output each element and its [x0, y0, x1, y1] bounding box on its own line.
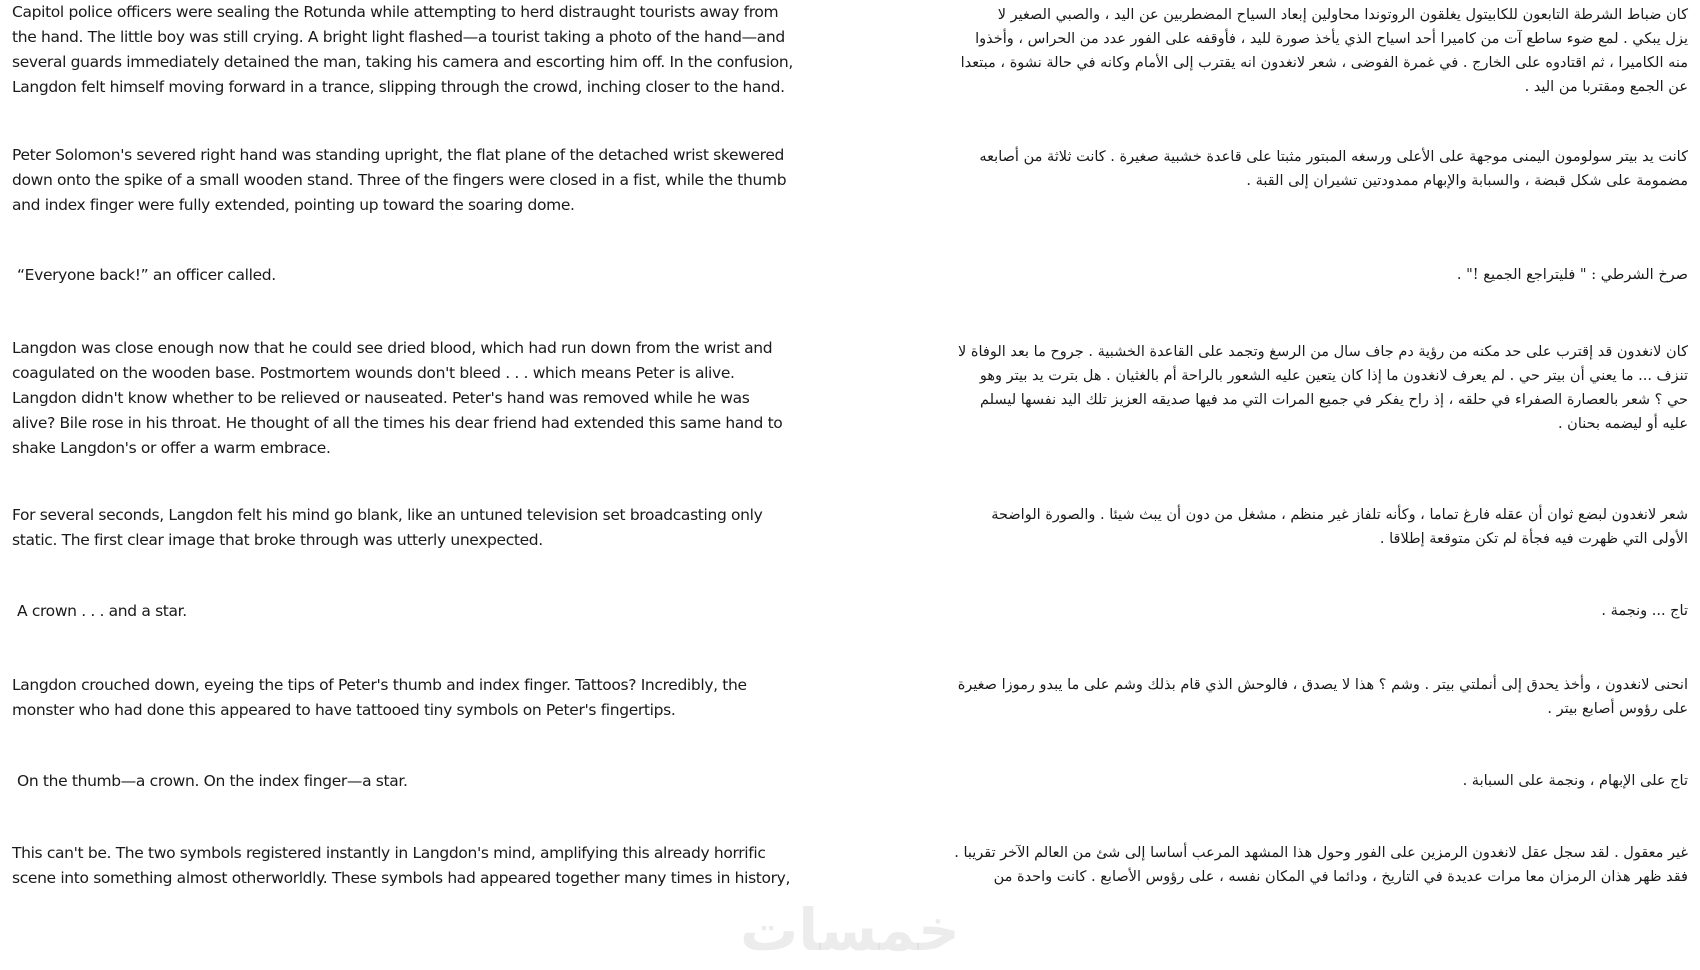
- english-paragraph: A crown . . . and a star.: [17, 602, 187, 620]
- english-paragraph: Peter Solomon's severed right hand was standing upright, the flat plane of the detached wrist skewered down onto the spike of a small wooden stand. Three of the fingers were closed in a fist, while the thumb and index finger were fully extended, pointing up toward the soaring dome.: [12, 146, 787, 214]
- arabic-paragraph: انحنى لانغدون ، وأخذ يحدق إلى أنملتي بيتر . وشم ؟ هذا لا يصدق ، فالوحش الذي قام بذلك وشم على ما يبدو رموزا صغيرة على رؤوس أصابع بيتر .: [957, 677, 1688, 717]
- english-paragraph: Capitol police officers were sealing the Rotunda while attempting to herd distraught tourists away from the hand. The little boy was still crying. A bright light flashed—a tourist taking a photo of the hand—and several guards immediately detained the man, taking his camera and escorting him off. In the confusion, Langdon felt himself moving forward in a trance, slipping through the crowd, inching closer to the hand.: [12, 3, 793, 96]
- arabic-paragraph: شعر لانغدون لبضع ثوان أن عقله فارغ تماما ، وكأنه تلفاز غير منظم ، مشغل من دون أن يبث شيئا . والصورة الواضحة الأولى التي ظهرت فيه فجأة لم تكن متوقعة إطلاقا .: [991, 507, 1688, 547]
- arabic-paragraph: تاج على الإبهام ، ونجمة على السبابة .: [1462, 773, 1688, 789]
- english-paragraph: Langdon crouched down, eyeing the tips of Peter's thumb and index finger. Tattoos? Incredibly, the monster who had done this appeared to have tattooed tiny symbols on Peter's fingertips.: [12, 676, 747, 719]
- arabic-paragraph: كان لانغدون قد إقترب على حد مكنه من رؤية دم جاف سال من الرسغ وتجمد على القاعدة الخشبية . جروح ما بعد الوفاة لا تنزف ... ما يعني أن بيتر حي . لم يعرف لانغدون ما إذا كان يتعين عليه الشعور بالراحة أم بالغثيان . هل بترت يد بيتر وهو حي ؟ شعر بالعصارة الصفراء في حلقه ، إذ راح يفكر في جميع المرات التي مد فيها صديقه العزيز تلك اليد نفسها ليسلم عليه أو ليضمه بحنان .: [958, 344, 1688, 432]
- english-paragraph: “Everyone back!” an officer called.: [17, 266, 276, 284]
- arabic-paragraph: صرخ الشرطي : " فليتراجع الجميع !" .: [1456, 267, 1688, 283]
- english-paragraph: This can't be. The two symbols registered instantly in Langdon's mind, amplifying this already horrific scene into something almost otherworldly. These symbols had appeared together many times in history,: [12, 844, 791, 887]
- arabic-paragraph: كانت يد بيتر سولومون اليمنى موجهة على الأعلى ورسغه المبتور مثبتا على قاعدة خشبية صغيرة . كانت ثلاثة من أصابعه مضمومة على شكل قبضة ، والسبابة والإبهام ممدودتين تشيران إلى القبة .: [979, 149, 1688, 189]
- english-paragraph: Langdon was close enough now that he could see dried blood, which had run down from the wrist and coagulated on the wooden base. Postmortem wounds don't bleed . . . which means Peter is alive. Langdon didn't know whether to be relieved or nauseated. Peter's hand was removed while he was alive? Bile rose in his throat. He thought of all the times his dear friend had extended this same hand to shake Langdon's or offer a warm embrace.: [12, 339, 783, 457]
- arabic-paragraph: كان ضباط الشرطة التابعون للكابيتول يغلقون الروتوندا محاولين إبعاد السياح المضطربين عن اليد ، والصبي الصغير لا يزل يبكي . لمع ضوء ساطع آت من كاميرا أحد اسياح الذي يأخذ صورة لليد ، فأوقفه على الفور عدد من الحراس ، وأخذوا منه الكاميرا ، ثم اقتادوه على الخارج . في غمرة الفوضى ، شعر لانغدون انه يقترب إلى الأمام وكانه في حالة نشوة ، مبتعدا عن الجمع ومقتربا من اليد .: [960, 7, 1688, 95]
- arabic-paragraph: تاج ... ونجمة .: [1601, 603, 1688, 619]
- english-paragraph: On the thumb—a crown. On the index finger—a star.: [17, 772, 408, 790]
- site-watermark: خمسات: [740, 896, 960, 964]
- english-paragraph: For several seconds, Langdon felt his mind go blank, like an untuned television set broadcasting only static. The first clear image that broke through was utterly unexpected.: [12, 506, 763, 549]
- arabic-paragraph: غير معقول . لقد سجل عقل لانغدون الرمزين على الفور وحول هذا المشهد المرعب أساسا إلى شئ من العالم الآخر تقريبا . فقد ظهر هذان الرمزان معا مرات عديدة في التاريخ ، ودائما في المكان نفسه ، على رؤوس الأصابع . كانت واحدة من: [954, 845, 1688, 885]
